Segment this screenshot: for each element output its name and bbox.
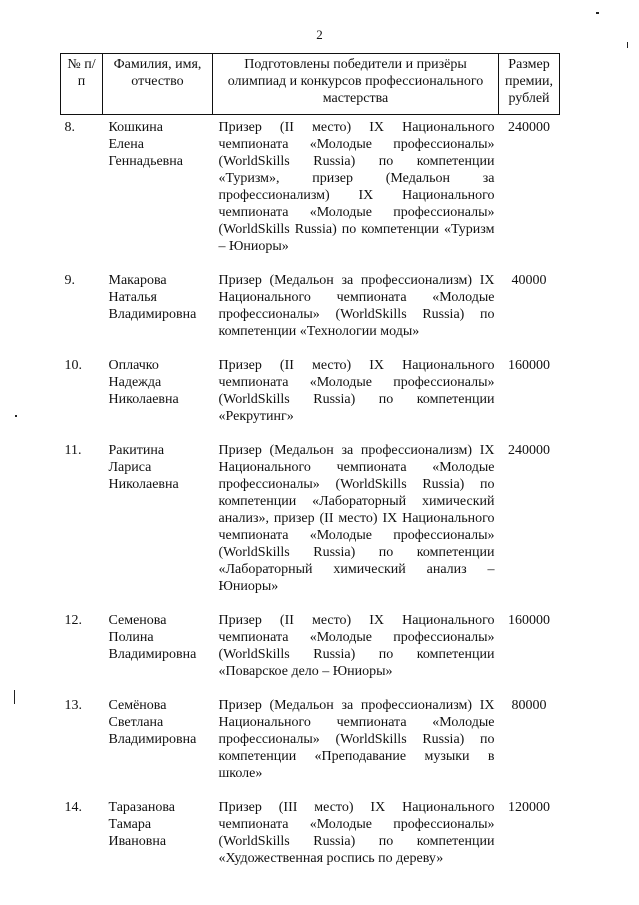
surname: Ракитина (108, 443, 165, 458)
row-description: Призер (II место) IX Национального чемпионата «Молодые профессионалы» (WorldSkills Russia) по компетенции «Рекрутинг» (218, 358, 495, 424)
row-description: Призер (Медальон за профессионализм) IX Национального чемпионата «Молодые профессионалы» (WorldSkills Russia) по компетенции «Преподавание музыки в школе» (218, 698, 495, 781)
patronymic: Владимировна (108, 732, 197, 747)
patronymic: Владимировна (108, 307, 197, 322)
row-description: Призер (Медальон за профессионализм) IX Национального чемпионата «Молодые профессионалы» (WorldSkills Russia) по компетенции «Технологии моды» (218, 273, 495, 339)
scan-mark (14, 690, 15, 704)
table-row (61, 115, 560, 273)
table-row (61, 442, 560, 612)
row-prize: 240000 (508, 443, 550, 458)
table-row (61, 799, 560, 884)
first-name: Надежда (108, 375, 162, 390)
first-name: Тамара (108, 817, 152, 832)
row-full-name (103, 442, 213, 612)
row-prize: 160000 (508, 613, 550, 628)
scan-mark (15, 415, 17, 417)
header-full-name: Фамилия, имя, отчество (103, 54, 213, 115)
row-full-name (103, 697, 213, 799)
first-name: Светлана (108, 715, 164, 730)
surname: Семенова (108, 613, 167, 628)
first-name: Наталья (108, 290, 157, 305)
first-name: Лариса (108, 460, 152, 475)
row-full-name (103, 612, 213, 697)
scan-mark (596, 12, 599, 14)
table-row (61, 357, 560, 442)
patronymic: Николаевна (108, 477, 179, 492)
row-number: 8. (64, 120, 75, 135)
row-full-name (103, 272, 213, 357)
row-description: Призер (Медальон за профессионализм) IX Национального чемпионата «Молодые профессионалы» (WorldSkills Russia) по компетенции «Лабораторный химический анализ», призер (II место) IX Национального чемпионата «Молодые профессионалы» (WorldSkills Russia) по компетенции «Лабораторный химический анализ – Юниоры» (218, 443, 495, 594)
row-number: 14. (64, 800, 82, 815)
header-description: Подготовлены победители и призёры олимпиад и конкурсов профессионального мастерства (213, 54, 499, 115)
row-prize: 240000 (508, 120, 550, 135)
surname: Оплачко (108, 358, 159, 373)
page-number: 2 (316, 27, 323, 42)
row-number: 9. (64, 273, 75, 288)
first-name: Елена (108, 137, 144, 152)
patronymic: Геннадьевна (108, 154, 183, 169)
patronymic: Владимировна (108, 647, 197, 662)
surname: Макарова (108, 273, 167, 288)
row-full-name (103, 115, 213, 273)
row-number: 12. (64, 613, 82, 628)
table-header-row (61, 54, 560, 115)
row-description: Призер (III место) IX Национального чемпионата «Молодые профессионалы» (WorldSkills Russia) по компетенции «Художественная роспись по дереву» (218, 800, 495, 866)
row-prize: 120000 (508, 800, 550, 815)
row-prize: 80000 (511, 698, 547, 713)
awardees-table (60, 53, 560, 884)
header-prize: Размер премии, рублей (499, 54, 560, 115)
table-row (61, 612, 560, 697)
table-row (61, 697, 560, 799)
row-number: 13. (64, 698, 82, 713)
row-description: Призер (II место) IX Национального чемпионата «Молодые профессионалы» (WorldSkills Russia) по компетенции «Туризм», призер (Медальон за профессионализм) IX Национального чемпионата «Молодые профессионалы» (WorldSkills Russia) по компетенции «Туризм – Юниоры» (218, 120, 495, 254)
surname: Семёнова (108, 698, 167, 713)
table-row (61, 272, 560, 357)
patronymic: Николаевна (108, 392, 179, 407)
row-full-name (103, 357, 213, 442)
scan-mark (627, 42, 628, 48)
row-number: 10. (64, 358, 82, 373)
row-prize: 40000 (511, 273, 547, 288)
surname: Кошкина (108, 120, 163, 135)
row-number: 11. (64, 443, 82, 458)
header-number: № п/п (61, 54, 103, 115)
row-description: Призер (II место) IX Национального чемпионата «Молодые профессионалы» (WorldSkills Russia) по компетенции «Поварское дело – Юниоры» (218, 613, 495, 679)
patronymic: Ивановна (108, 834, 167, 849)
row-full-name (103, 799, 213, 884)
row-prize: 160000 (508, 358, 550, 373)
first-name: Полина (108, 630, 154, 645)
surname: Таразанова (108, 800, 176, 815)
